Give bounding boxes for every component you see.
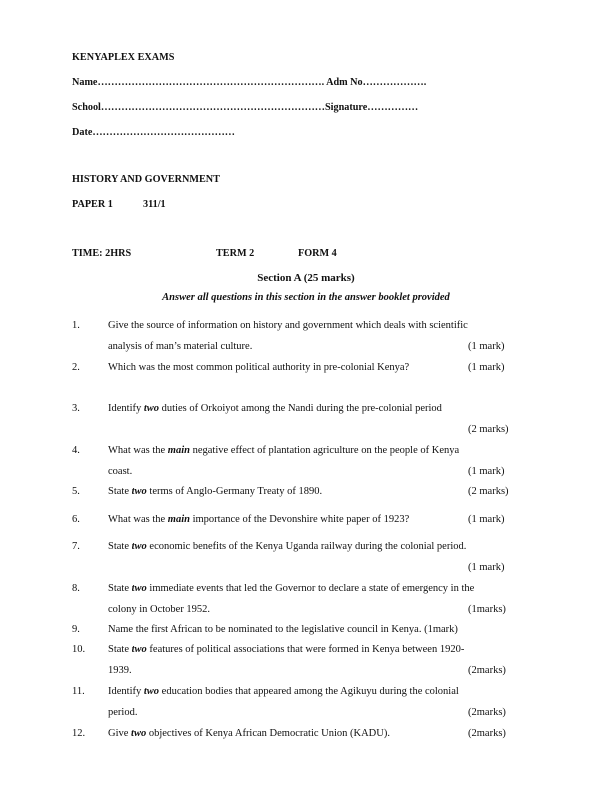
question-number: 1. bbox=[72, 320, 80, 331]
question-text-cont: analysis of man’s material culture. bbox=[108, 341, 253, 352]
question-text: State two immediate events that led the Governor to declare a state of emergency in the bbox=[108, 583, 475, 594]
exam-body-title: KENYAPLEX EXAMS bbox=[72, 52, 175, 63]
term-label: TERM 2 bbox=[216, 248, 255, 259]
form-label: FORM 4 bbox=[298, 248, 337, 259]
question-text-cont: period. bbox=[108, 707, 138, 718]
emphasis: two bbox=[143, 686, 160, 697]
question-number: 4. bbox=[72, 445, 80, 456]
paper-code: 311/1 bbox=[143, 199, 166, 210]
emphasis: two bbox=[131, 728, 147, 739]
question-marks: (2 marks) bbox=[468, 424, 509, 435]
question-marks: (2 marks) bbox=[468, 486, 509, 497]
emphasis: two bbox=[143, 403, 160, 414]
question-number: 5. bbox=[72, 486, 80, 497]
question-marks: (1 mark) bbox=[468, 466, 505, 477]
question-text: State two economic benefits of the Kenya Uganda railway during the colonial period. bbox=[108, 541, 467, 552]
emphasis: main bbox=[167, 514, 190, 525]
emphasis: two bbox=[131, 541, 147, 552]
question-text-cont: coast. bbox=[108, 466, 133, 477]
question-marks: (1 mark) bbox=[468, 514, 505, 525]
time-label: TIME: 2HRS bbox=[72, 248, 132, 259]
question-text: Name the first African to be nominated to the legislative council in Kenya. (1mark) bbox=[108, 624, 458, 635]
name-adm-field: Name…………………………………………………………. Adm No………………. bbox=[72, 77, 427, 88]
subject-name: HISTORY AND GOVERNMENT bbox=[72, 174, 220, 185]
question-marks: (2marks) bbox=[468, 665, 506, 676]
question-text: What was the main importance of the Devonshire white paper of 1923? bbox=[108, 514, 410, 525]
question-number: 7. bbox=[72, 541, 80, 552]
question-text: Give the source of information on history and government which deals with scientific bbox=[108, 320, 468, 331]
question-number: 3. bbox=[72, 403, 80, 414]
section-title: Section A (25 marks) bbox=[257, 272, 355, 284]
question-marks: (1 mark) bbox=[468, 341, 505, 352]
question-text-cont: 1939. bbox=[108, 665, 132, 676]
question-number: 6. bbox=[72, 514, 80, 525]
question-marks: (1marks) bbox=[468, 604, 506, 615]
section-instruction: Answer all questions in this section in the answer booklet provided bbox=[162, 292, 450, 303]
question-text: What was the main negative effect of plantation agriculture on the people of Kenya bbox=[108, 445, 460, 456]
date-field: Date…………………………………… bbox=[72, 127, 235, 138]
paper-label: PAPER 1 bbox=[72, 199, 113, 210]
emphasis: two bbox=[131, 486, 147, 497]
question-text: State two features of political associations that were formed in Kenya between 1920- bbox=[108, 644, 465, 655]
question-text: Give two objectives of Kenya African Democratic Union (KADU). bbox=[108, 728, 390, 739]
question-text-cont: colony in October 1952. bbox=[108, 604, 211, 615]
question-text: Which was the most common political authority in pre-colonial Kenya? bbox=[108, 362, 410, 373]
question-text: State two terms of Anglo-Germany Treaty of 1890. bbox=[108, 486, 323, 497]
emphasis: two bbox=[131, 644, 147, 655]
question-marks: (1 mark) bbox=[468, 562, 505, 573]
question-text: Identify two duties of Orkoiyot among the Nandi during the pre-colonial period bbox=[108, 403, 442, 414]
question-number: 9. bbox=[72, 624, 80, 635]
school-signature-field: School…………………………………………………………Signature…………… bbox=[72, 102, 419, 113]
question-marks: (2marks) bbox=[468, 707, 506, 718]
emphasis: main bbox=[167, 445, 190, 456]
question-number: 8. bbox=[72, 583, 80, 594]
question-number: 12. bbox=[72, 728, 86, 739]
question-marks: (1 mark) bbox=[468, 362, 505, 373]
question-number: 2. bbox=[72, 362, 80, 373]
emphasis: two bbox=[131, 583, 147, 594]
question-number: 11. bbox=[72, 686, 85, 697]
question-marks: (2marks) bbox=[468, 728, 506, 739]
question-text: Identify two education bodies that appeared among the Agikuyu during the colonial bbox=[108, 686, 459, 697]
question-number: 10. bbox=[72, 644, 86, 655]
